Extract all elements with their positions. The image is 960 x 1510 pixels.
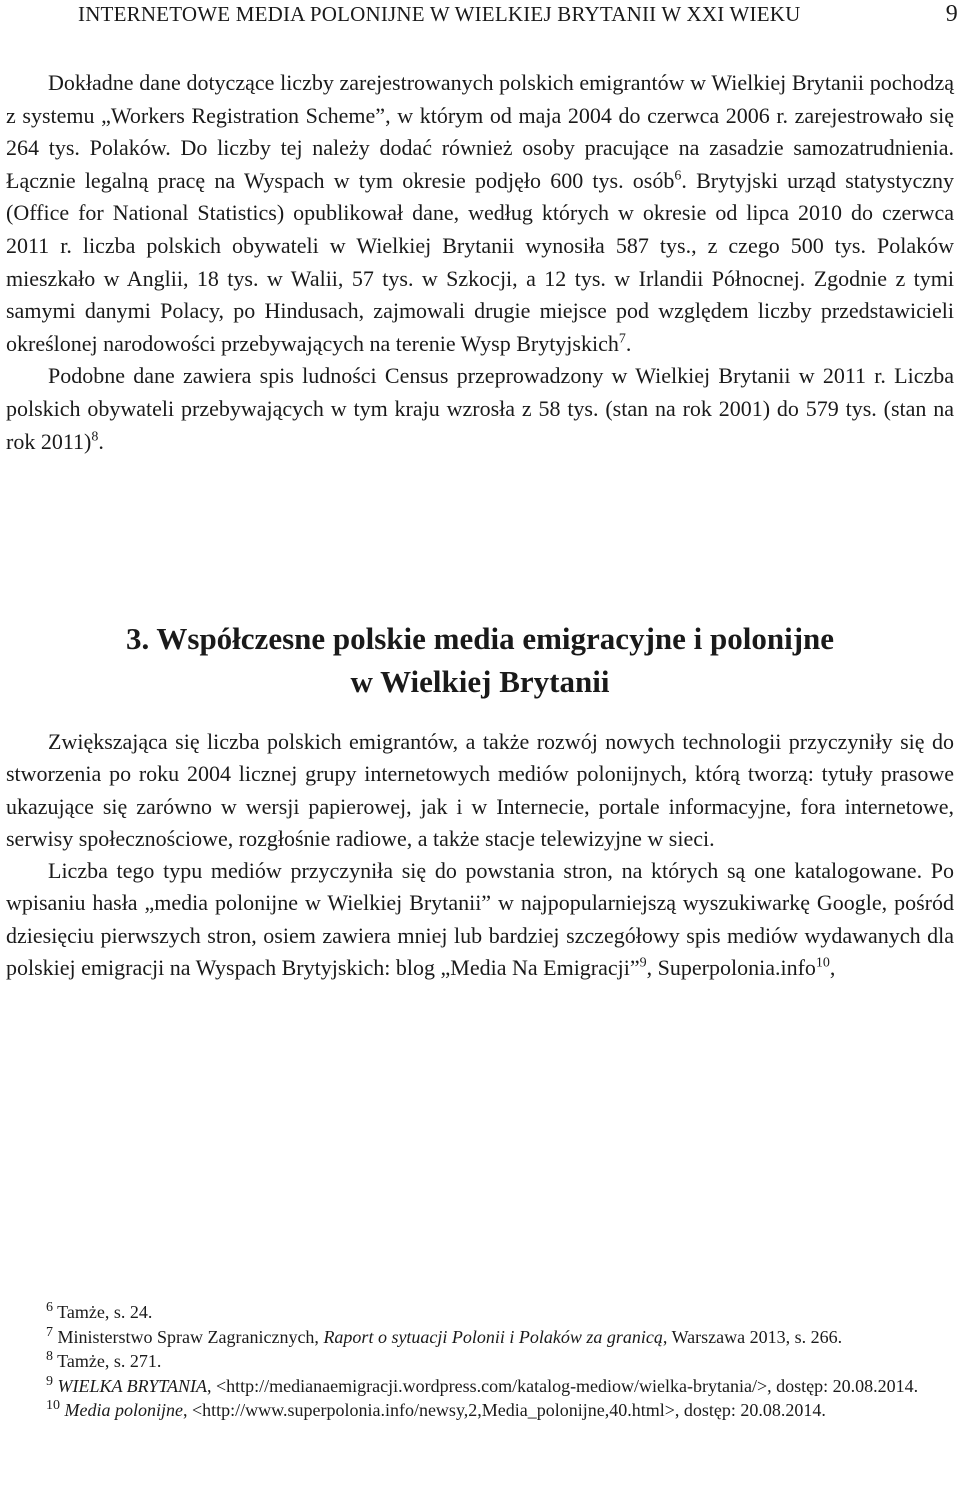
- footnote-7: [6, 1325, 954, 1350]
- footnote-number: 10: [46, 1398, 60, 1413]
- section-heading: [6, 617, 954, 703]
- footnote-number: 8: [46, 1349, 53, 1364]
- footnote-6: [6, 1300, 954, 1325]
- footnote-text: Ministerstwo Spraw Zagranicznych,: [53, 1326, 324, 1347]
- footnote-8: [6, 1349, 954, 1374]
- paragraph-text: , Superpolonia.info: [646, 955, 816, 981]
- body-text: [6, 67, 954, 458]
- footnote-reference: 10: [815, 955, 830, 971]
- footnote-reference: 9: [639, 955, 647, 971]
- footnote-text: , Warszawa 2013, s. 266.: [662, 1326, 843, 1347]
- paragraph-census: [6, 360, 954, 458]
- footnote-italic: Media polonijne: [64, 1400, 183, 1420]
- page-number: 9: [945, 1, 958, 27]
- footnote-link-text[interactable]: , <http://medianaemigracji.wordpress.com/katalog-mediow/wielka-brytania/>, dostęp: 20.08.2014.: [207, 1375, 919, 1396]
- paragraph-text: . Brytyjski urząd statystyczny (Office for National Statistics) opublikował dane, według których w okresie od lipca 2010 do czerwca 2011 r. liczba polskich obywateli w Wielkiej Brytanii wynosiła 587 tys., z czego 500 tys. Polaków mieszkało w Anglii, 18 tys. w Walii, 57 tys. w Szkocji, a 12 tys. w Irlandii Północnej. Zgodnie z tymi samymi danymi Polacy, po Hindusach, zajmowali drugie miejsce pod względem liczby przedstawicieli określonej narodowości przebywających na terenie Wysp Brytyjskich: [6, 167, 955, 356]
- paragraph-text: .: [625, 330, 632, 356]
- footnote-text: Tamże, s. 24.: [53, 1302, 153, 1322]
- footnote-number: 9: [46, 1373, 53, 1389]
- footnote-link-text[interactable]: , <http://www.superpolonia.info/newsy,2,Media_polonijne,40.html>, dostęp: 20.08.2014.: [182, 1400, 826, 1420]
- paragraph-media-catalog: [6, 855, 954, 984]
- section-text: [6, 726, 954, 984]
- footnote-reference: 8: [91, 429, 99, 445]
- footnote-number: 7: [46, 1324, 53, 1340]
- paragraph-text: .: [98, 428, 104, 454]
- running-header: [78, 0, 958, 28]
- footnotes: [6, 1300, 954, 1423]
- footnote-italic: Raport o sytuacji Polonii i Polaków za granicą: [323, 1326, 663, 1347]
- paragraph-text: ,: [829, 955, 836, 981]
- paragraph-text: Dokładne dane dotyczące liczby zarejestrowanych polskich emigrantów w Wielkiej Brytanii pochodzą z systemu „Workers Registration Scheme”, w którym od maja 2004 do czerwca 2006 r. zarejestrowało się 264 tys. Polaków. Do liczby tej należy dodać również osoby pracujące na zasadzie samozatrudnienia. Łącznie legalną pracę na Wyspach w tym okresie podjęło 600 tys. osób: [6, 70, 954, 193]
- footnote-10: [6, 1398, 954, 1423]
- document-page: [6, 0, 958, 1510]
- paragraph-statistics: [6, 67, 954, 360]
- paragraph-media-growth: Zwiększająca się liczba polskich emigrantów, a także rozwój nowych technologii przyczyniły się do stworzenia po roku 2004 licznej grupy internetowych mediów polonijnych, którą tworzą: tytuły prasowe ukazujące się zarówno w wersji papierowej, jak i w Internecie, portale informacyjne, fora internetowe, serwisy społecznościowe, rozgłośnie radiowe, a także stacje telewizyjne w sieci.: [6, 729, 954, 851]
- section-heading-line: 3. Współczesne polskie media emigracyjne i polonijne: [125, 621, 835, 656]
- footnote-reference: 7: [618, 331, 626, 347]
- footnote-9: [6, 1374, 954, 1399]
- footnote-reference: 6: [674, 168, 682, 184]
- paragraph-text: Liczba tego typu mediów przyczyniła się do powstania stron, na których są one katalogowane. Po wpisaniu hasła „media polonijne w Wielkiej Brytanii” w najpopularniejszą wyszukiwarkę Google, pośród dziesięciu pierwszych stron, osiem zawiera mniej lub bardziej szczegółowy spis mediów wydawanych dla polskiej emigracji na Wyspach Brytyjskich: blog „Media Na Emigracji”: [6, 858, 954, 981]
- section-heading-line: w Wielkiej Brytanii: [350, 664, 610, 699]
- running-title: INTERNETOWE MEDIA POLONIJNE W WIELKIEJ BRYTANII W XXI WIEKU: [78, 2, 801, 26]
- footnote-number: 6: [46, 1300, 53, 1315]
- footnote-text: Tamże, s. 271.: [53, 1351, 162, 1371]
- footnote-italic: WIELKA BRYTANIA: [57, 1375, 208, 1396]
- paragraph-text: Podobne dane zawiera spis ludności Census przeprowadzony w Wielkiej Brytanii w 2011 r. Liczba polskich obywateli przebywających w tym kraju wzrosła z 58 tys. (stan na rok 2001) do 579 tys. (stan na rok 2011): [6, 363, 954, 454]
